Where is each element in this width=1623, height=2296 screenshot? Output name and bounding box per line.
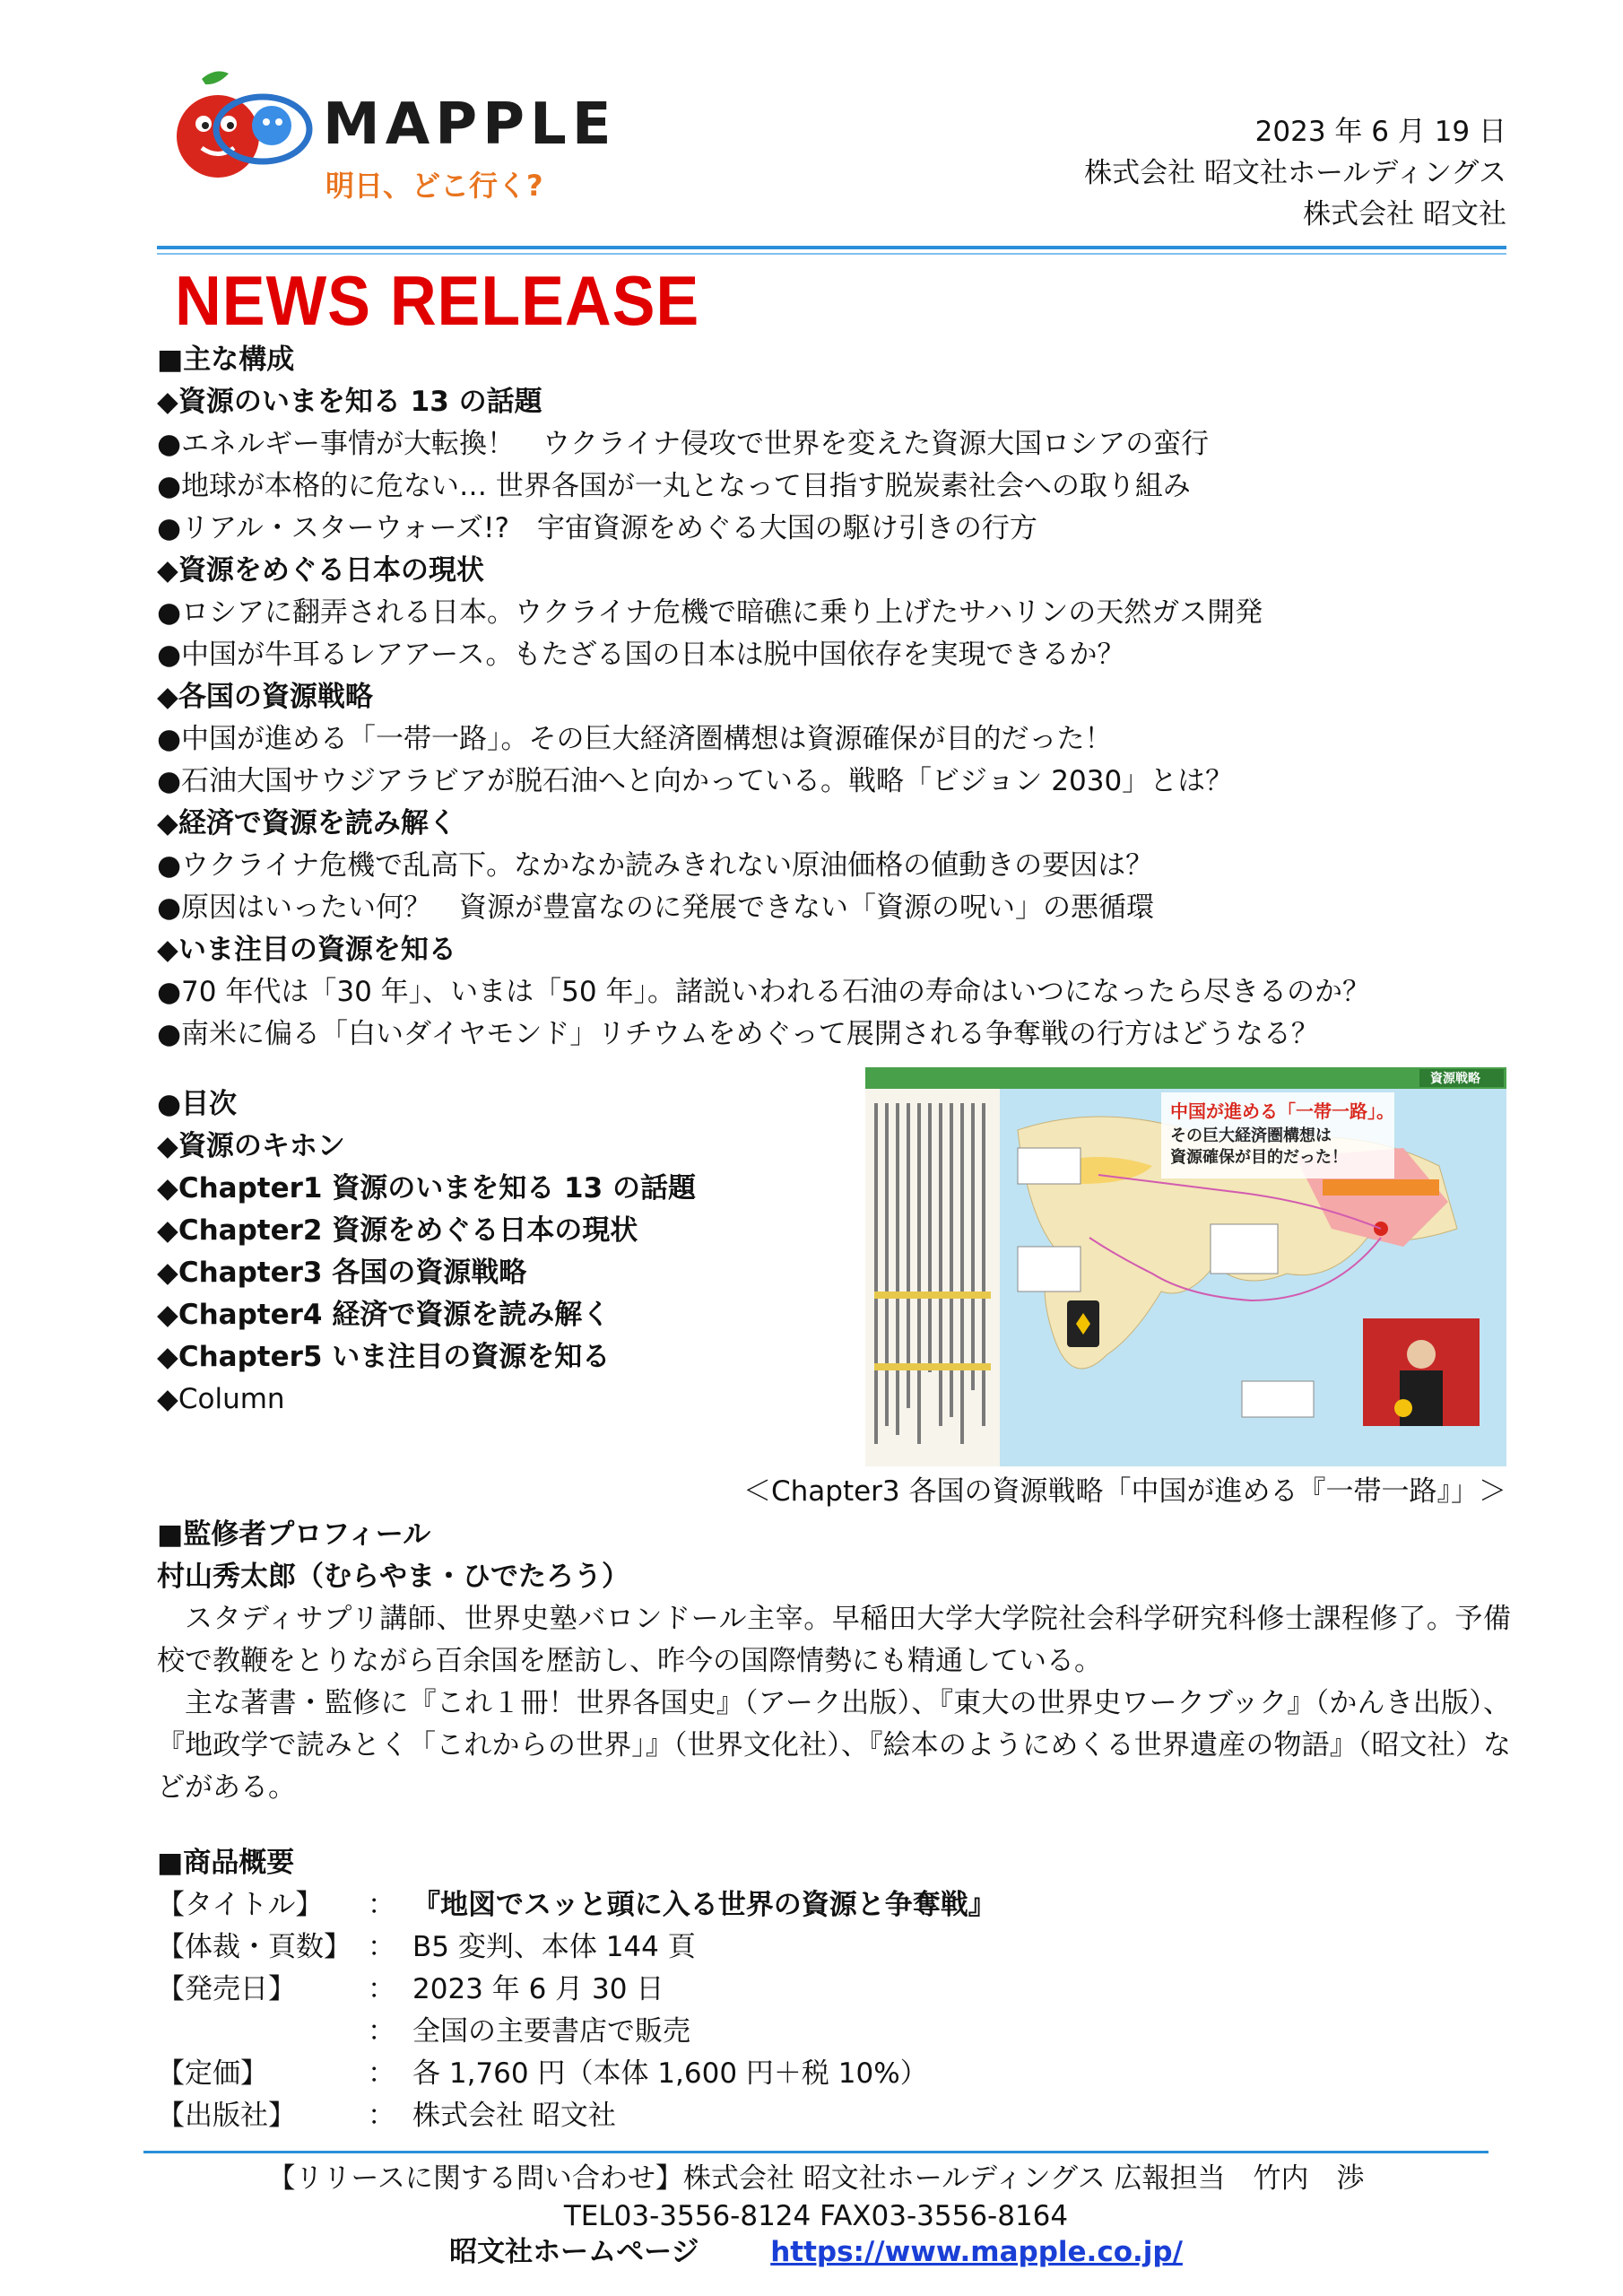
list-item: ●地球が本格的に危ない… 世界各国が一丸となって目指す脱炭素社会への取り組み [157,470,1191,502]
profile-heading: ■監修者プロフィール [157,1518,431,1551]
footer-rule [143,2151,1488,2153]
header-rule-top [157,246,1506,249]
toc-item: ◆Chapter5 いま注目の資源を知る [157,1341,611,1373]
profile-section [157,1514,1511,1809]
spec-key: 【出版社】 [157,2100,296,2132]
list-item: ●70 年代は「30 年」、いまは「50 年」。諸説いわれる石油の寿命はいつになったら尽きるのか？ [157,976,1370,1008]
spec-row-title [157,1884,1511,1926]
profile-paragraph-1: スタディサプリ講師、世界史塾バロンドール主宰。早稲田大学大学院社会科学研究科修士課程修了。予備校で教鞭をとりながら百余国を歴訪し、昨今の国際情勢にも精通している。 [157,1603,1511,1677]
spec-value: 株式会社 昭文社 [412,2100,616,2132]
spec-value: B5 変判、本体 144 頁 [412,1931,696,1963]
spec-key: 【発売日】 [157,1973,296,2005]
apple-logo-icon [166,63,327,188]
list-item: ●エネルギー事情が大転換！ ウクライナ侵攻で世界を変えた資源大国ロシアの蛮行 [157,428,1210,460]
book-spread-image [865,1067,1506,1466]
tel-fax-line: TEL03-3556-8124 FAX03-3556-8164 [563,2200,1069,2232]
structure-section [157,339,1511,1056]
figure-headline-1: 中国が進める「一帯一路」。 [1170,1100,1394,1122]
spec-colon: ： [368,1931,395,1963]
spec-colon: ： [368,1973,395,2005]
list-item: ●中国が牛耳るレアアース。もたざる国の日本は脱中国依存を実現できるか？ [157,639,1125,671]
spec-colon: ： [368,2100,395,2132]
list-item: ●リアル・スターウォーズ!? 宇宙資源をめぐる大国の駆け引きの行方 [157,512,1037,544]
spec-value: 2023 年 6 月 30 日 [412,1973,664,2005]
spec-colon: ： [368,2015,395,2048]
logo-wordmark: MAPPLE [323,91,617,158]
spec-key [157,2011,368,2053]
figure-caption: ＜Chapter3 各国の資源戦略「中国が進める『一帯一路』」＞ [742,1475,1506,1508]
spec-key: 【定価】 [157,2057,268,2090]
supervisor-name: 村山秀太郎（むらやま・ひでたろう） [157,1561,629,1593]
header-rule-bottom [157,253,1506,255]
company-holdings: 株式会社 昭文社ホールディングス [1084,157,1506,189]
figure-headline-3: 資源確保が目的だった！ [1170,1148,1348,1167]
toc-item-column: ◆Column [157,1383,285,1415]
toc-heading: ●目次 [157,1088,238,1120]
structure-heading: ■主な構成 [157,344,295,376]
section-heading: ◆各国の資源戦略 [157,681,373,713]
spec-colon: ： [368,2057,395,2090]
toc-item: ◆Chapter3 各国の資源戦略 [157,1257,527,1289]
spec-colon: ： [368,1889,395,1921]
spec-key: 【タイトル】 [157,1889,324,1921]
figure-headline-2: その巨大経済圏構想は [1170,1126,1332,1145]
list-item: ●ロシアに翻弄される日本。ウクライナ危機で暗礁に乗り上げたサハリンの天然ガス開発 [157,596,1263,629]
list-item: ●中国が進める「一帯一路」。その巨大経済圏構想は資源確保が目的だった！ [157,723,1113,755]
spec-row-price [157,2053,1511,2095]
homepage-line [143,2235,1488,2269]
list-item: ●南米に偏る「白いダイヤモンド」リチウムをめぐって展開される争奪戦の行方はどうなる？ [157,1018,1319,1050]
company-shobunsha: 株式会社 昭文社 [1303,198,1506,230]
toc-section [157,1083,838,1421]
list-item: ●原因はいったい何？ 資源が豊富なのに発展できない「資源の呪い」の悪循環 [157,891,1155,924]
section-heading: ◆経済で資源を読み解く [157,807,456,839]
spec-value: 各 1,760 円（本体 1,600 円＋税 10%） [412,2057,928,2090]
homepage-link[interactable]: https://www.mapple.co.jp/ [770,2236,1183,2268]
spec-value: 全国の主要書店で販売 [412,2015,690,2048]
mapple-logo[interactable] [166,63,617,206]
section-heading: ◆資源をめぐる日本の現状 [157,554,484,587]
spec-row-sales [157,2011,1511,2053]
logo-tagline: 明日、どこ行く? [325,169,543,203]
toc-item: ◆Chapter4 経済で資源を読み解く [157,1299,611,1331]
spec-value: 『地図でスッと頭に入る世界の資源と争奪戦』 [412,1889,996,1921]
toc-item: ◆Chapter2 資源をめぐる日本の現状 [157,1214,638,1247]
spec-key: 【体裁・頁数】 [157,1931,352,1963]
section-heading: ◆資源のいまを知る 13 の話題 [157,386,542,418]
homepage-label: 昭文社ホームページ [449,2236,699,2268]
list-item: ●石油大国サウジアラビアが脱石油へと向かっている。戦略「ビジョン 2030」とは？ [157,765,1234,797]
spec-row-release [157,1969,1511,2011]
toc-item: ◆Chapter1 資源のいまを知る 13 の話題 [157,1172,696,1205]
figure-tab: 資源戦略 [1430,1072,1480,1086]
contact-line: 【リリースに関する問い合わせ】株式会社 昭文社ホールディングス 広報担当 竹内 渉 [267,2162,1365,2195]
section-heading: ◆いま注目の資源を知る [157,934,456,966]
product-section [157,1842,1511,2137]
news-release-title: NEWS RELEASE [175,261,700,340]
product-heading: ■商品概要 [157,1847,295,1879]
release-date: 2023 年 6 月 19 日 [1254,116,1506,148]
profile-paragraph-2: 主な著書・監修に『これ１冊！世界各国史』（アーク出版）、『東大の世界史ワークブック』（かんき出版）、『地政学で読みとく「これからの世界」』（世界文化社）、『絵本のようにめくる世界遺産の物語』（昭文社）などがある。 [157,1687,1511,1804]
spec-row-format [157,1926,1511,1969]
book-spread-figure [865,1067,1506,1466]
spec-row-publisher [157,2095,1511,2137]
list-item: ●ウクライナ危機で乱高下。なかなか読みきれない原油価格の値動きの要因は？ [157,849,1154,882]
toc-item: ◆資源のキホン [157,1130,345,1162]
